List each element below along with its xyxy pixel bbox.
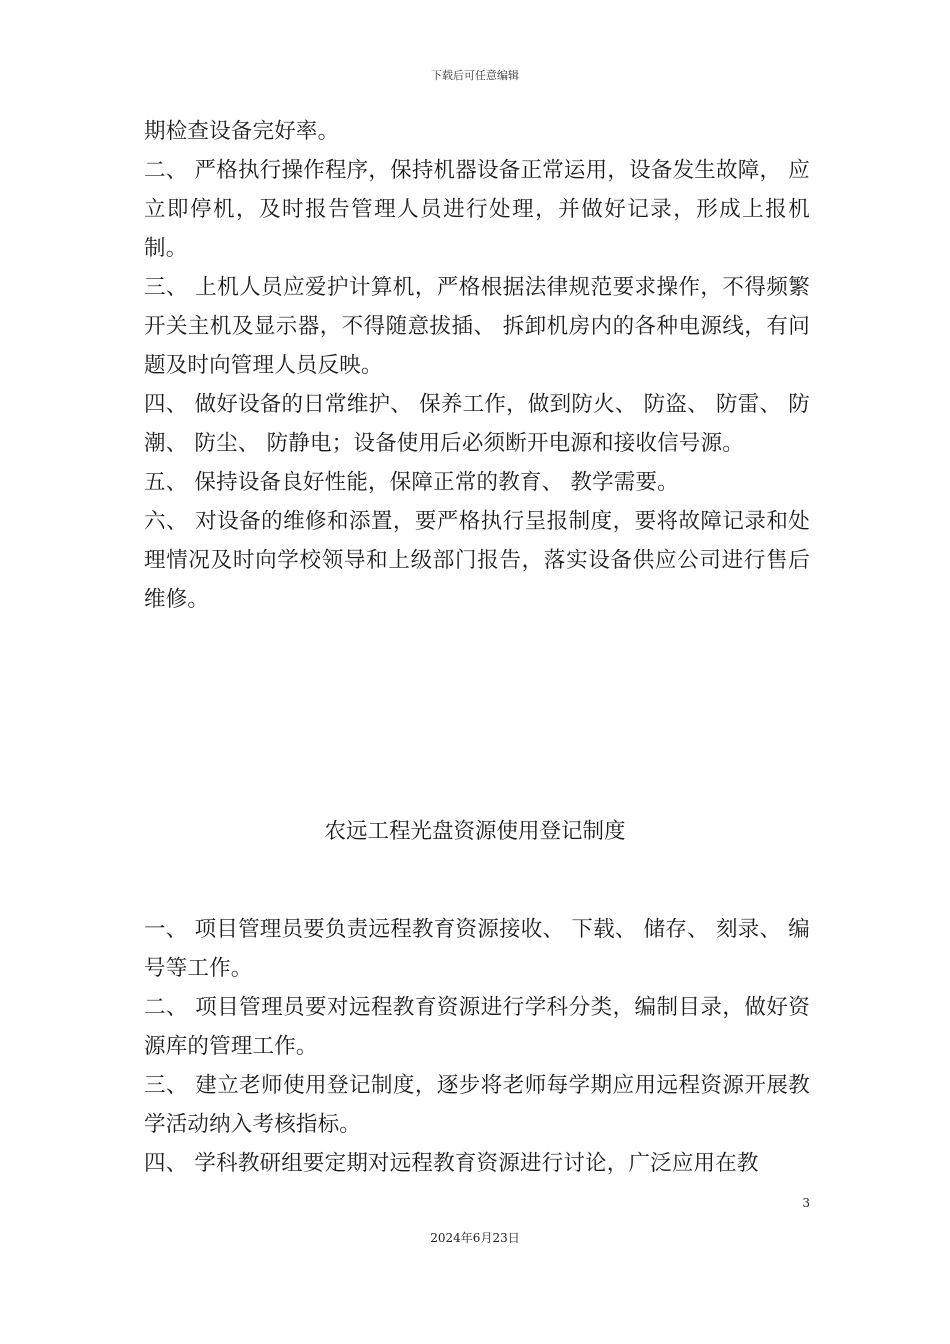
paragraph: 六、 对设备的维修和添置，要严格执行呈报制度，要将故障记录和处理情况及时向学校领导和上级部门报告，落实设备供应公司进行售后维修。 — [144, 509, 810, 612]
paragraph: 三、 建立老师使用登记制度，逐步将老师每学期应用远程资源开展教学活动纳入考核指标。 — [144, 1073, 810, 1137]
section-title: 农远工程光盘资源使用登记制度 — [324, 819, 626, 844]
paragraph: 期检查设备完好率。 — [144, 119, 340, 144]
paragraph: 二、 项目管理员要对远程教育资源进行学科分类，编制目录，做好资源库的管理工作。 — [144, 995, 810, 1059]
equipment-rules-section — [144, 112, 810, 619]
disc-resource-rules-section — [144, 910, 810, 1183]
footer-date: 2024年6月23日 — [430, 1231, 520, 1245]
page-number: 3 — [802, 1196, 810, 1210]
paragraph: 三、 上机人员应爱护计算机，严格根据法律规范要求操作，不得频繁开关主机及显示器，不得随意拔插、 拆卸机房内的各种电源线，有问题及时向管理人员反映。 — [144, 275, 810, 378]
paragraph: 四、 做好设备的日常维护、 保养工作，做到防火、 防盗、 防雷、 防潮、 防尘、 防静电；设备使用后必须断开电源和接收信号源。 — [144, 392, 810, 456]
paragraph: 五、 保持设备良好性能，保障正常的教育、 教学需要。 — [144, 470, 679, 495]
paragraph: 四、 学科教研组要定期对远程教育资源进行讨论，广泛应用在教 — [144, 1151, 759, 1176]
header-note: 下载后可任意编辑 — [431, 69, 519, 82]
paragraph: 一、 项目管理员要负责远程教育资源接收、 下载、 储存、 刻录、 编号等工作。 — [144, 917, 810, 981]
paragraph: 二、 严格执行操作程序，保持机器设备正常运用，设备发生故障， 应立即停机，及时报告管理人员进行处理，并做好记录，形成上报机制。 — [144, 158, 810, 261]
